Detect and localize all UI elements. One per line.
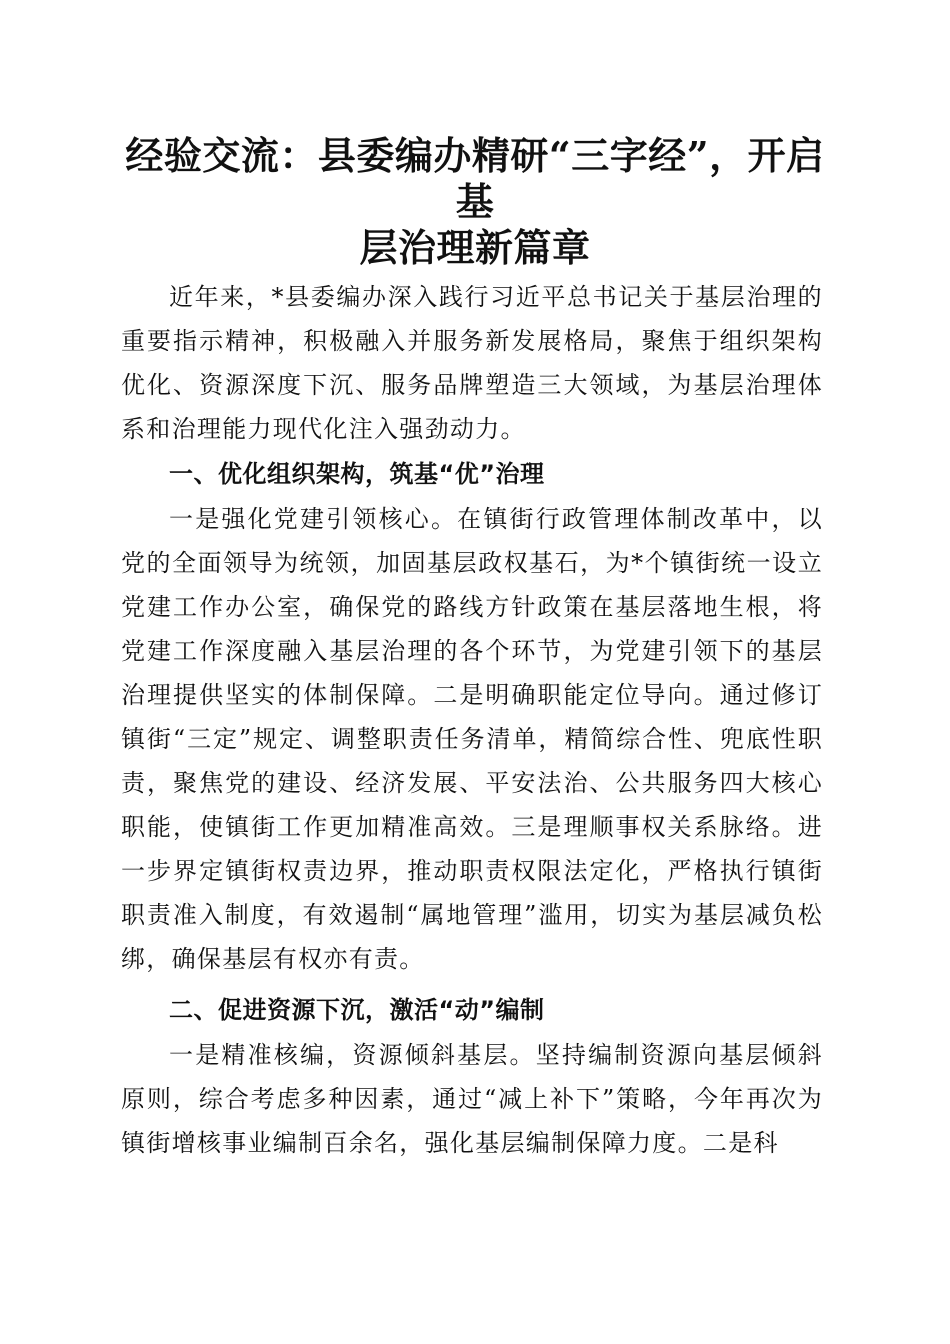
title-line-2: 层治理新篇章: [359, 225, 591, 270]
intro-paragraph: 近年来，*县委编办深入践行习近平总书记关于基层治理的重要指示精神，积极融入并服务新发展格局，聚焦于组织架构优化、资源深度下沉、服务品牌塑造三大领域，为基层治理体系和治理能力现代化注入强劲动力。: [121, 283, 823, 443]
document-title: [110, 133, 840, 271]
section-paragraph-1: 一是强化党建引领核心。在镇街行政管理体制改革中，以党的全面领导为统领，加固基层政权基石，为*个镇街统一设立党建工作办公室，确保党的路线方针政策在基层落地生根，将党建工作深度融入基层治理的各个环节，为党建引领下的基层治理提供坚实的体制保障。二是明确职能定位导向。通过修订镇街“三定”规定、调整职责任务清单，精简综合性、兜底性职责，聚焦党的建设、经济发展、平安法治、公共服务四大核心职能，使镇街工作更加精准高效。三是理顺事权关系脉络。进一步界定镇街权责边界，推动职责权限法定化，严格执行镇街职责准入制度，有效遏制“属地管理”滥用，切实为基层减负松绑，确保基层有权亦有责。: [121, 505, 823, 973]
section-paragraph-2: 一是精准核编，资源倾斜基层。坚持编制资源向基层倾斜原则，综合考虑多种因素，通过“减上补下”策略，今年再次为镇街增核事业编制百余名，强化基层编制保障力度。二是科: [121, 1041, 823, 1157]
title-line-1: 经验交流：县委编办精研“三字经”，开启基: [125, 133, 825, 224]
section-heading-2: 二、促进资源下沉，激活“动”编制: [169, 996, 545, 1024]
section-heading-1: 一、优化组织架构，筑基“优”治理: [169, 460, 545, 488]
